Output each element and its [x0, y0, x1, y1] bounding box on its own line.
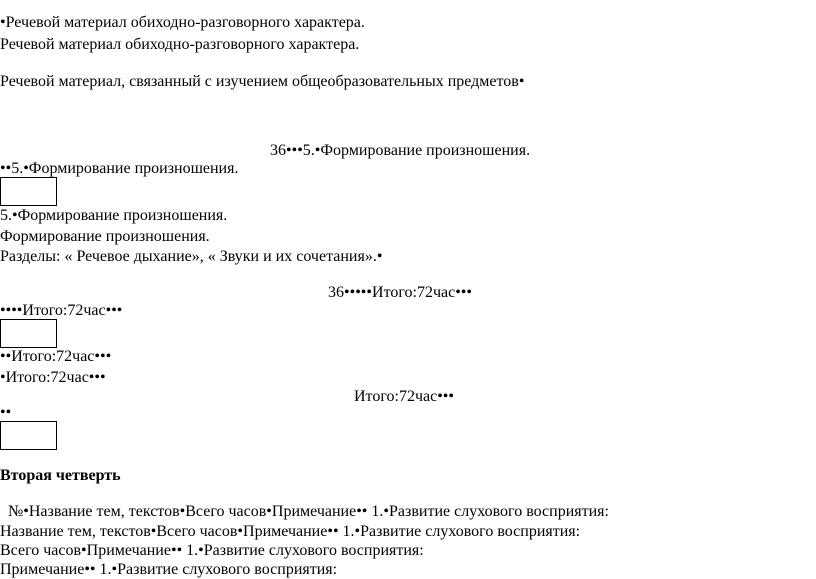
- text-line-10: ••••Итого:72час•••: [0, 302, 123, 319]
- text-line-2: Речевой материал обиходно-разговорного характера.: [0, 36, 360, 53]
- text-line-9: 36•••••Итого:72час•••: [328, 284, 473, 301]
- empty-cell-box: [0, 421, 57, 450]
- section-heading: Вторая четверть: [0, 467, 121, 484]
- text-line-18: Примечание•• 1.•Развитие слухового восприятия:: [0, 561, 338, 578]
- text-line-12: •Итого:72час•••: [0, 369, 106, 386]
- text-line-6: 5.•Формирование произношения.: [0, 207, 228, 224]
- text-line-8: Разделы: « Речевое дыхание», « Звуки и их сочетания».•: [0, 248, 383, 265]
- text-line-17: Всего часов•Примечание•• 1.•Развитие слухового восприятия:: [0, 542, 424, 559]
- text-line-3: Речевой материал, связанный с изучением общеобразовательных предметов•: [0, 73, 525, 90]
- text-line-4: 36•••5.•Формирование произношения.: [270, 142, 531, 159]
- text-line-11: ••Итого:72час•••: [0, 348, 112, 365]
- text-line-7: Формирование произношения.: [0, 228, 210, 245]
- empty-cell-box: [0, 319, 57, 348]
- text-line-5: ••5.•Формирование произношения.: [0, 160, 239, 177]
- text-line-16: Название тем, текстов•Всего часов•Примечание•• 1.•Развитие слухового восприятия:: [0, 523, 581, 540]
- empty-cell-box: [0, 177, 57, 206]
- text-line-15: №•Название тем, текстов•Всего часов•Примечание•• 1.•Развитие слухового восприятия:: [8, 503, 609, 520]
- text-line-14: ••: [0, 404, 12, 421]
- text-line-13: Итого:72час•••: [354, 388, 454, 405]
- text-line-1: •Речевой материал обиходно-разговорного характера.: [0, 14, 365, 31]
